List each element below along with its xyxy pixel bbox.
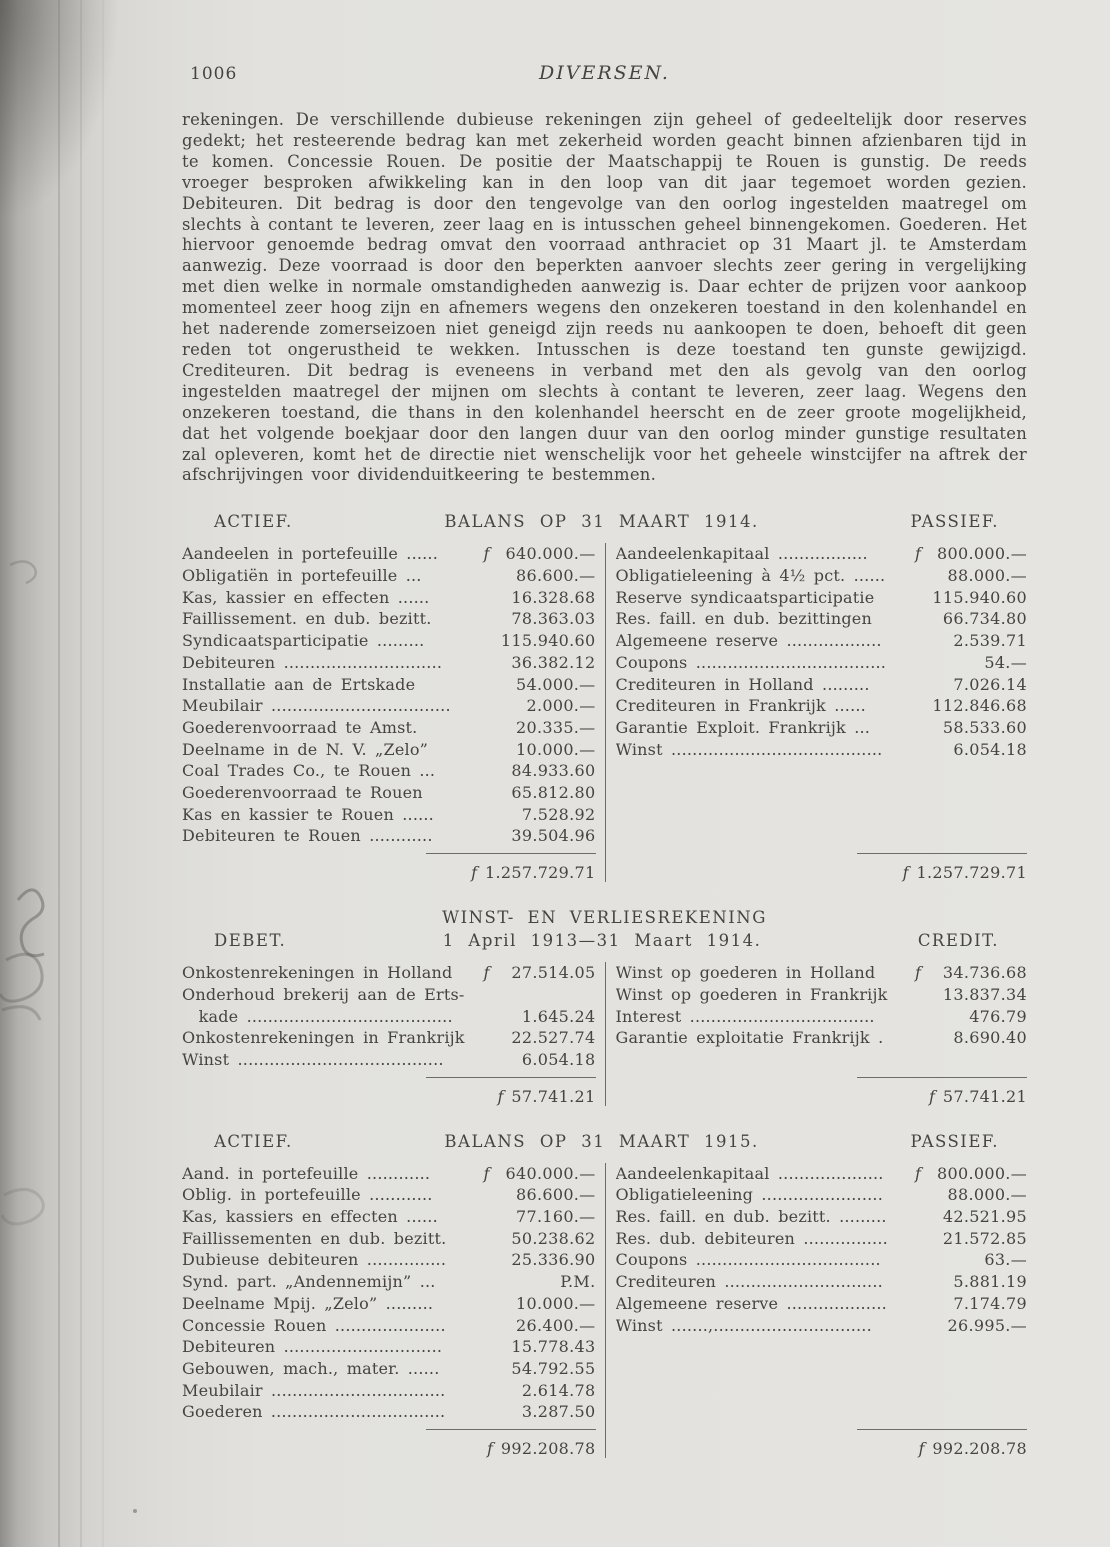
- ledger-label: Meubilair .................................: [182, 1380, 446, 1400]
- ledger-amount: 8.690.40: [953, 1028, 1027, 1048]
- ledger-row: [182, 1271, 596, 1293]
- ledger-amount: 78.363.03: [511, 609, 596, 629]
- ledger-label: Synd. part. „Andennemijn” ...: [182, 1272, 436, 1292]
- florin-sign: f: [471, 863, 478, 883]
- ledger-amount: 88.000.—: [947, 1185, 1027, 1205]
- ledger-row: [616, 1315, 1028, 1337]
- total-rule: [857, 1077, 1027, 1078]
- total-rule: [426, 1077, 596, 1078]
- florin-sign: f: [483, 544, 490, 564]
- ledger-label: Faillissement. en dub. bezitt.: [182, 609, 432, 629]
- ledger-row: [616, 962, 1028, 984]
- ledger-amount: 3.287.50: [521, 1402, 596, 1422]
- ledger-row: [182, 825, 596, 847]
- ledger-row: [616, 565, 1028, 587]
- ledger-row: [182, 1206, 596, 1228]
- ledger-row: [182, 717, 596, 739]
- ledger-row: [182, 1293, 596, 1315]
- ledger-row: [182, 1336, 596, 1358]
- ledger-amount: 6.054.18: [953, 739, 1027, 759]
- ledger-row: [182, 1228, 596, 1250]
- ledger-label: Goederenvoorraad te Rouen: [182, 783, 423, 803]
- ledger-amount: 5.881.19: [953, 1272, 1027, 1292]
- ledger-row: [616, 1184, 1028, 1206]
- ledger-row: [616, 1271, 1028, 1293]
- ledger-row: [182, 674, 596, 696]
- ledger-label: Coupons ...................................: [615, 1250, 881, 1270]
- ledger-label: Gebouwen, mach., mater. ......: [182, 1359, 440, 1378]
- ledger-label: Faillissementen en dub. bezitt.: [182, 1228, 447, 1248]
- ledger-amount: 7.174.79: [953, 1293, 1027, 1313]
- florin-sign: f: [902, 863, 909, 883]
- ledger-label: Aandeelenkapitaal .................: [615, 544, 868, 564]
- page-head: [182, 58, 1027, 96]
- balance-sheet-1915: [182, 1132, 1027, 1458]
- ledger-label: Crediteuren in Frankrijk ......: [615, 696, 866, 716]
- ledger-row: [182, 565, 596, 587]
- balance-1915-title: BALANS OP 31 MAART 1915.: [444, 1131, 759, 1151]
- ledger-label: Garantie Exploit. Frankrijk ...: [615, 717, 871, 737]
- total-amount: 57.741.21: [942, 1086, 1027, 1106]
- ledger-row: [182, 1380, 596, 1402]
- balance-1914-header: [182, 512, 1027, 531]
- ledger-row: [182, 608, 596, 630]
- ledger-row: [182, 760, 596, 782]
- ledger-row: [616, 652, 1028, 674]
- ledger-label: Installatie aan de Ertskade: [182, 674, 416, 694]
- ledger-row: [182, 1049, 596, 1071]
- ledger-row: [616, 1206, 1028, 1228]
- ledger-amount: 34.736.68: [942, 963, 1027, 983]
- ledger-label: Obligatieleening .......................: [615, 1185, 883, 1205]
- ledger-amount: 54.792.55: [511, 1359, 596, 1378]
- ledger-amount: 6.054.18: [521, 1049, 596, 1069]
- actief-total-1914: [182, 847, 596, 882]
- ledger-label: Onderhoud brekerij aan de Erts-: [182, 984, 465, 1004]
- actief-total-1915: [182, 1423, 596, 1458]
- debet-heading: DEBET.: [214, 931, 287, 951]
- ledger-amount: 16.328.68: [511, 587, 596, 607]
- ledger-row: [182, 1401, 596, 1423]
- ledger-amount: 2.539.71: [953, 631, 1027, 651]
- debet-column: [182, 962, 605, 1106]
- ledger-label: Kas, kassier en effecten ......: [182, 587, 430, 607]
- profit-loss-title: WINST- EN VERLIESREKENING: [442, 908, 767, 928]
- ledger-label: Deelname Mpij. „Zelo” .........: [182, 1293, 434, 1313]
- ledger-amount: 66.734.80: [942, 609, 1027, 629]
- ledger-amount: 800.000.—: [937, 544, 1027, 564]
- actief-heading: ACTIEF.: [214, 1131, 293, 1151]
- ledger-label: Meubilair ..................................: [182, 696, 451, 716]
- florin-sign: f: [486, 1439, 493, 1459]
- ledger-amount: 50.238.62: [511, 1228, 596, 1248]
- page-header: DIVERSEN.: [539, 62, 670, 84]
- florin-sign: f: [497, 1086, 504, 1106]
- page-content: [182, 58, 1027, 1458]
- ledger-row: [616, 1006, 1028, 1028]
- ledger-row: [182, 962, 596, 984]
- ledger-label: Debiteuren te Rouen ............: [182, 826, 433, 846]
- total-amount: 57.741.21: [511, 1086, 596, 1106]
- ledger-amount: 63.—: [984, 1250, 1027, 1270]
- margin-scribble-marks: [0, 0, 170, 1547]
- ledger-row: [616, 717, 1028, 739]
- ledger-amount: 65.812.80: [511, 783, 596, 803]
- ledger-label: Debiteuren ..............................: [182, 1337, 443, 1357]
- ledger-label: Syndicaatsparticipatie .........: [182, 631, 425, 651]
- ledger-amount: 39.504.96: [511, 826, 596, 846]
- credit-total: [616, 1071, 1028, 1106]
- binding-shadow: [0, 0, 170, 1547]
- actief-column-1914: [182, 543, 605, 882]
- ledger-amount: 77.160.—: [516, 1207, 596, 1227]
- ledger-row: [616, 695, 1028, 717]
- ledger-label: Obligatieleening à 4½ pct. ......: [615, 566, 886, 586]
- ledger-amount: 86.600.—: [516, 1185, 596, 1205]
- ledger-label: Onkostenrekeningen in Frankrijk: [182, 1028, 465, 1048]
- credit-heading: CREDIT.: [917, 931, 999, 951]
- ledger-amount: 10.000.—: [516, 1293, 596, 1313]
- ledger-label: Winst ........................................: [615, 739, 883, 759]
- passief-column-1914: [605, 543, 1028, 882]
- ledger-amount: 640.000.—: [505, 544, 596, 564]
- total-rule: [426, 853, 596, 854]
- ledger-row: [182, 1184, 596, 1206]
- ledger-row: [616, 1163, 1028, 1185]
- ledger-amount: 20.335.—: [516, 717, 596, 737]
- ledger-label: kade .......................................: [182, 1006, 453, 1026]
- florin-sign: f: [918, 1439, 925, 1459]
- ledger-label: Interest ...................................: [615, 1006, 875, 1026]
- ledger-amount: 15.778.43: [511, 1337, 596, 1357]
- total-amount: 992.208.78: [500, 1439, 596, 1459]
- ledger-row: [182, 782, 596, 804]
- ledger-amount: 112.846.68: [932, 696, 1027, 716]
- ledger-label: Aandeelen in portefeuille ......: [182, 544, 439, 564]
- profit-loss-period: 1 April 1913—31 Maart 1914.: [442, 931, 762, 951]
- total-rule: [857, 853, 1027, 854]
- ledger-amount: 54.—: [984, 652, 1027, 672]
- total-amount: 992.208.78: [932, 1439, 1027, 1459]
- ledger-amount: 58.533.60: [942, 717, 1027, 737]
- ledger-row: [616, 1027, 1028, 1049]
- total-rule: [857, 1429, 1027, 1430]
- ledger-row: [616, 1249, 1028, 1271]
- ledger-row: [182, 1006, 596, 1028]
- ledger-label: Winst op goederen in Holland: [615, 963, 876, 983]
- ledger-amount: 800.000.—: [937, 1163, 1027, 1183]
- ledger-amount: 84.933.60: [511, 761, 596, 781]
- ledger-amount: 21.572.85: [942, 1228, 1027, 1248]
- passief-heading: PASSIEF.: [910, 1131, 999, 1151]
- actief-column-1915: [182, 1163, 605, 1458]
- ledger-row: [616, 984, 1028, 1006]
- ink-speck: [133, 1509, 137, 1513]
- ledger-amount: 25.336.90: [511, 1250, 596, 1270]
- ledger-amount: 7.026.14: [953, 674, 1027, 694]
- florin-sign: f: [483, 963, 490, 983]
- ledger-row: [182, 630, 596, 652]
- ledger-label: Coal Trades Co., te Rouen ...: [182, 761, 436, 781]
- ledger-label: Crediteuren in Holland .........: [615, 674, 870, 694]
- ledger-label: Reserve syndicaatsparticipatie: [615, 587, 875, 607]
- ledger-row: [616, 1228, 1028, 1250]
- profit-loss-header: [182, 931, 1027, 950]
- ledger-row: [182, 1358, 596, 1380]
- ledger-amount: 42.521.95: [942, 1207, 1027, 1227]
- ledger-row: [182, 1027, 596, 1049]
- ledger-amount: 36.382.12: [511, 652, 596, 672]
- ledger-amount: 476.79: [969, 1006, 1027, 1026]
- ledger-amount: 26.995.—: [947, 1315, 1027, 1335]
- balance-sheet-1914: [182, 512, 1027, 882]
- ledger-amount: 1.645.24: [521, 1006, 596, 1026]
- ledger-amount: 115.940.60: [932, 587, 1027, 607]
- ledger-amount: P.M.: [560, 1272, 596, 1292]
- ledger-row: [616, 587, 1028, 609]
- passief-total-1914: [616, 847, 1028, 882]
- ledger-label: Winst op goederen in Frankrijk: [615, 984, 888, 1004]
- ledger-row: [182, 739, 596, 761]
- ledger-row: [182, 587, 596, 609]
- florin-sign: f: [915, 1163, 921, 1183]
- ledger-row: [616, 674, 1028, 696]
- ledger-label: Winst .......,..............................: [615, 1315, 872, 1335]
- ledger-label: Garantie exploitatie Frankrijk .: [615, 1028, 884, 1048]
- florin-sign: f: [915, 544, 921, 564]
- ledger-row: [182, 1249, 596, 1271]
- ledger-row: [182, 695, 596, 717]
- ledger-label: Res. faill. en dub. bezittingen: [615, 609, 872, 629]
- ledger-amount: 2.000.—: [526, 696, 596, 716]
- credit-column: [605, 962, 1028, 1106]
- ledger-row: [616, 1293, 1028, 1315]
- ledger-label: Res. faill. en dub. bezitt. .........: [615, 1207, 887, 1227]
- ledger-label: Aandeelenkapitaal ....................: [615, 1163, 884, 1183]
- ledger-amount: 640.000.—: [505, 1163, 596, 1183]
- ledger-row: [616, 608, 1028, 630]
- actief-heading: ACTIEF.: [214, 512, 293, 532]
- ledger-amount: 115.940.60: [500, 631, 596, 651]
- ledger-amount: 10.000.—: [516, 739, 596, 759]
- page-number: 1006: [190, 64, 238, 84]
- florin-sign: f: [915, 963, 921, 983]
- ledger-label: Winst .......................................: [182, 1049, 444, 1069]
- florin-sign: f: [928, 1086, 935, 1106]
- total-rule: [426, 1429, 596, 1430]
- balance-1915-header: [182, 1132, 1027, 1151]
- ledger-label: Goederen .................................: [182, 1402, 446, 1422]
- passief-column-1915: [605, 1163, 1028, 1458]
- total-amount: 1.257.729.71: [916, 863, 1027, 883]
- passief-heading: PASSIEF.: [910, 512, 999, 532]
- ledger-label: Algemeene reserve ..................: [615, 631, 882, 651]
- ledger-label: Obligatiën in portefeuille ...: [182, 566, 422, 586]
- ledger-amount: 86.600.—: [516, 566, 596, 586]
- ledger-label: Kas en kassier te Rouen ......: [182, 804, 434, 824]
- ledger-amount: 2.614.78: [521, 1380, 596, 1400]
- ledger-row: [616, 739, 1028, 761]
- ledger-amount: 26.400.—: [516, 1315, 596, 1335]
- florin-sign: f: [483, 1163, 490, 1183]
- ledger-label: Debiteuren ..............................: [182, 652, 443, 672]
- ledger-label: Algemeene reserve ...................: [615, 1293, 887, 1313]
- ledger-label: Oblig. in portefeuille ............: [182, 1185, 433, 1205]
- ledger-row: [616, 543, 1028, 565]
- ledger-amount: 27.514.05: [511, 963, 596, 983]
- debet-total: [182, 1071, 596, 1106]
- body-paragraph: rekeningen. De verschillende dubieuse rekeningen zijn geheel of gedeeltelijk door reserves gedekt; het resteerende bedrag kan met zekerheid worden geacht binnen afzienbaren tijd in te komen. Concessie Rouen. De positie der Maatschappij te Rouen is gunstig. De reeds vroeger besproken afwikkeling kan in den loop van dit jaar tegemoet worden gezien. Debiteuren. Dit bedrag is door den tengevolge van den oorlog ingestelden maatregel om slechts à contant te leveren, zeer laag en is intusschen geheel binnengekomen. Goederen. Het hiervoor genoemde bedrag omvat den voorraad anthraciet op 31 Maart jl. te Amsterdam aanwezig. Deze voorraad is door den beperkten aanvoer slechts zeer gering in vergelijking met dien welke in normale omstandigheden aanwezig is. Daar echter de prijzen voor aankoop momenteel zeer hoog zijn en afnemers wegens den onzekeren toestand in den kolenhandel en het naderende zomerseizoen niet geneigd zijn reeds nu aankoopen te doen, behoeft dit geen reden tot ongerustheid te wekken. Intusschen is deze toestand ten gunste gewijzigd. Crediteuren. Dit bedrag is eveneens in verband met den als gevolg van den oorlog ingestelden maatregel der mijnen om slechts à contant te leveren, zeer laag. Wegens den onzekeren toestand, die thans in den kolenhandel heerscht en de zeer groote mogelijkheid, dat het volgende boekjaar door den langen duur van den oorlog minder gunstige resultaten zal opleveren, komt het de directie niet wenschelijk voor het geheele winstcijfer na aftrek der afschrijvingen voor dividenduitkeering te bestemmen.: [182, 110, 1027, 485]
- ledger-label: Res. dub. debiteuren ................: [615, 1228, 888, 1248]
- ledger-label: Kas, kassiers en effecten ......: [182, 1207, 438, 1227]
- ledger-row: [182, 652, 596, 674]
- ledger-label: Crediteuren ..............................: [615, 1272, 883, 1292]
- ledger-row: [182, 984, 596, 1006]
- total-amount: 1.257.729.71: [485, 863, 596, 883]
- ledger-amount: 7.528.92: [521, 804, 596, 824]
- ledger-label: Aand. in portefeuille ............: [182, 1163, 431, 1183]
- ledger-label: Coupons ....................................: [615, 652, 887, 672]
- ledger-row: [182, 1315, 596, 1337]
- passief-total-1915: [616, 1423, 1028, 1458]
- ledger-label: Deelname in de N. V. „Zelo”: [182, 739, 429, 759]
- ledger-label: Goederenvoorraad te Amst.: [182, 717, 418, 737]
- ledger-row: [182, 804, 596, 826]
- ledger-amount: 13.837.34: [942, 984, 1027, 1004]
- profit-loss-statement: [182, 908, 1027, 1106]
- ledger-row: [182, 1163, 596, 1185]
- ledger-row: [182, 543, 596, 565]
- ledger-amount: 54.000.—: [516, 674, 596, 694]
- ledger-label: Concessie Rouen .....................: [182, 1315, 446, 1335]
- ledger-label: Dubieuse debiteuren ...............: [182, 1250, 447, 1270]
- ledger-label: Onkostenrekeningen in Holland: [182, 963, 453, 983]
- balance-1914-title: BALANS OP 31 MAART 1914.: [444, 512, 759, 532]
- ledger-row: [616, 630, 1028, 652]
- ledger-amount: 22.527.74: [511, 1028, 596, 1048]
- ledger-amount: 88.000.—: [947, 566, 1027, 586]
